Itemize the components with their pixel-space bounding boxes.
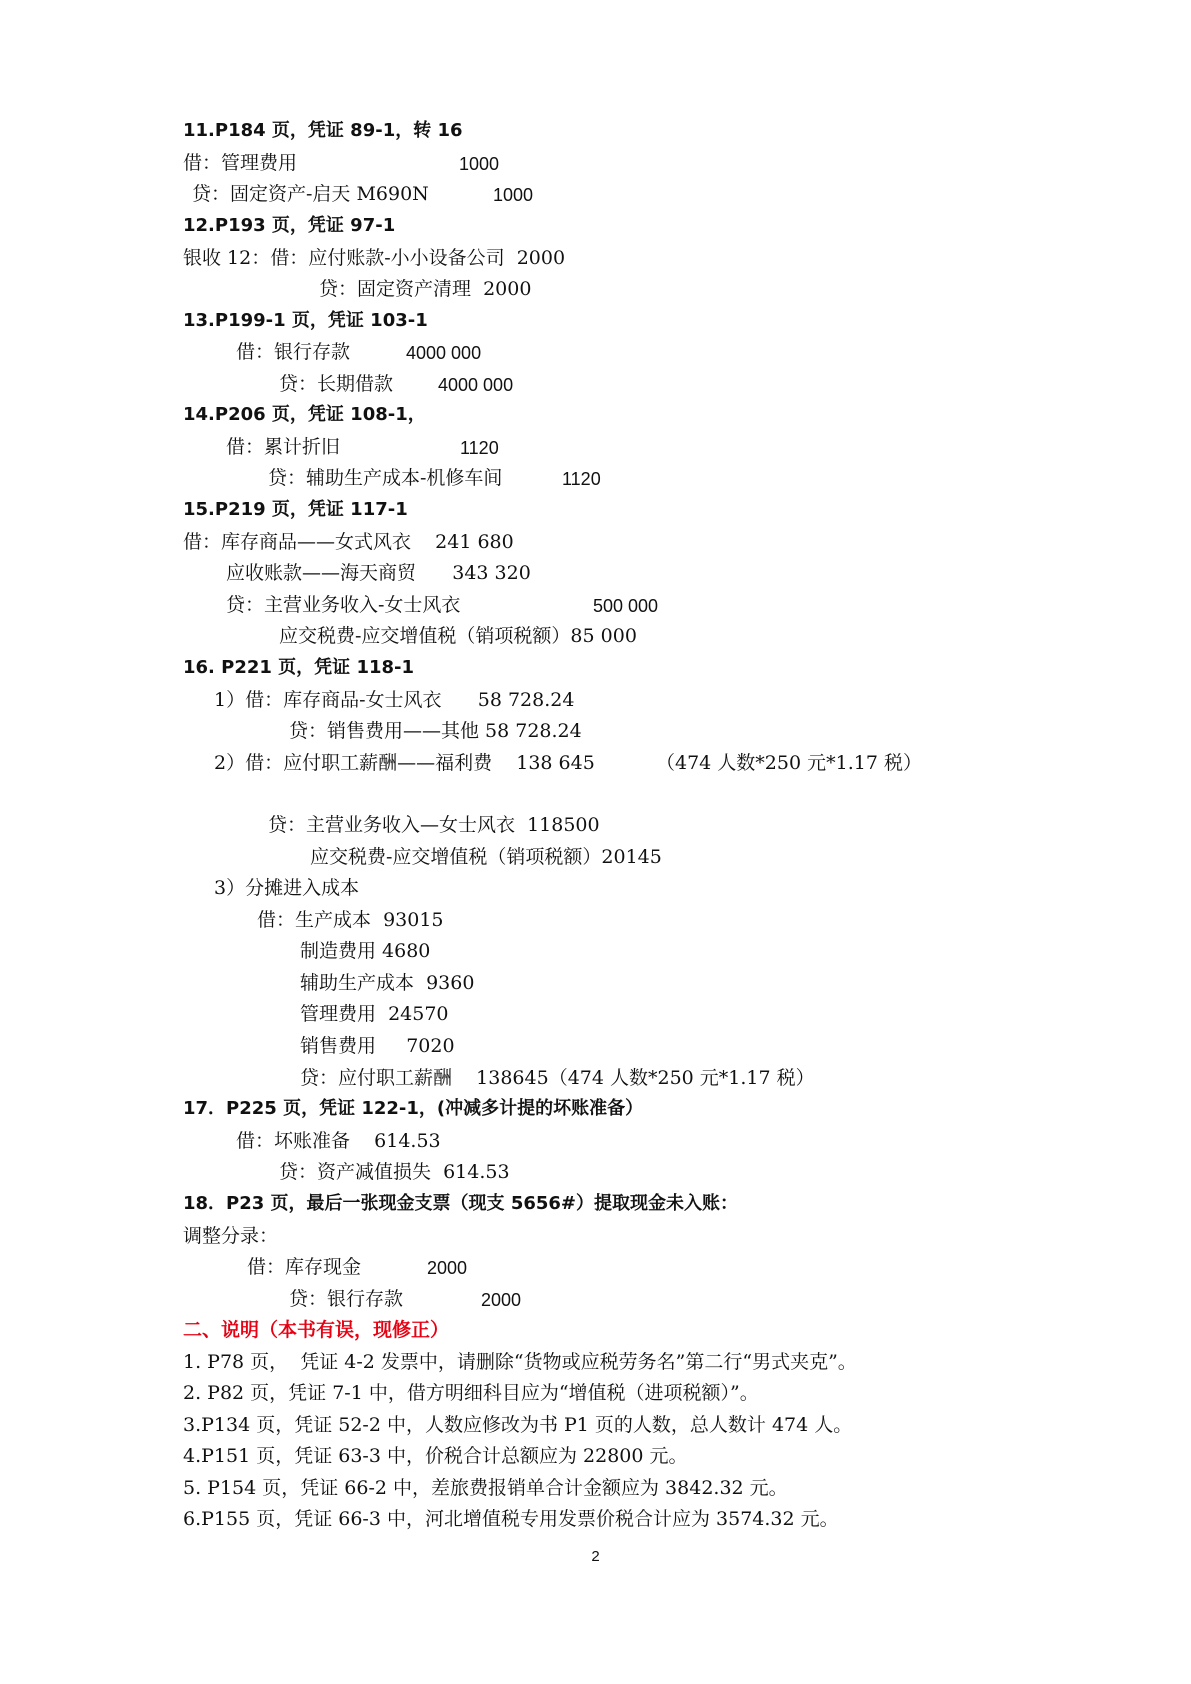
amount: 1120	[460, 438, 499, 458]
credit-line: 贷：辅助生产成本-机修车间	[268, 467, 503, 489]
credit-line: 贷：主营业务收入-女士风衣	[226, 594, 461, 616]
debit-line: 应收账款——海天商贸 343 320	[226, 562, 531, 584]
credit-line: 贷：长期借款	[279, 373, 394, 395]
debit-line: 销售费用 7020	[300, 1035, 455, 1057]
debit-line: 借：库存现金	[247, 1256, 362, 1278]
credit-line: 贷：资产减值损失 614.53	[279, 1161, 510, 1183]
page-number: 2	[591, 1548, 600, 1565]
credit-line: 贷：银行存款	[289, 1288, 404, 1310]
entry-heading-12: 12.P193 页，凭证 97-1	[183, 215, 396, 236]
debit-line: 1）借：库存商品-女士风衣 58 728.24	[214, 689, 575, 711]
credit-line: 应交税费-应交增值税（销项税额）20145	[310, 846, 662, 868]
amount: 1120	[562, 469, 601, 489]
amount: 4000 000	[406, 343, 482, 363]
amount: 2000	[427, 1258, 468, 1278]
debit-line: 借：坏账准备 614.53	[236, 1130, 441, 1152]
correction-item: 3.P134 页，凭证 52-2 中，人数应修改为书 P1 页的人数，总人数计 474 人。	[183, 1414, 853, 1436]
entry-heading-15: 15.P219 页，凭证 117-1	[183, 499, 408, 520]
credit-line: 贷：销售费用——其他 58 728.24	[289, 720, 582, 742]
correction-item: 4.P151 页，凭证 63-3 中，价税合计总额应为 22800 元。	[183, 1445, 688, 1467]
debit-line: 制造费用 4680	[300, 940, 431, 962]
entry-heading-16: 16. P221 页，凭证 118-1	[183, 657, 415, 678]
debit-line: 借：银行存款	[236, 341, 351, 363]
calculation-note: （474 人数*250 元*1.17 税）	[656, 752, 922, 774]
amount: 4000 000	[438, 375, 514, 395]
debit-line: 管理费用 24570	[300, 1003, 449, 1025]
entry-heading-11: 11.P184 页，凭证 89-1，转 16	[183, 120, 463, 141]
credit-line: 贷：应付职工薪酬 138645（474 人数*250 元*1.17 税）	[300, 1067, 815, 1089]
debit-line: 借：生产成本 93015	[257, 909, 444, 931]
debit-line: 银收 12：借：应付账款-小小设备公司 2000	[183, 247, 566, 269]
correction-item: 2. P82 页，凭证 7-1 中，借方明细科目应为“增值税（进项税额）”。	[183, 1382, 759, 1404]
entry-heading-13: 13.P199-1 页，凭证 103-1	[183, 310, 428, 331]
entry-heading-14: 14.P206 页，凭证 108-1，	[183, 404, 426, 425]
credit-line: 应交税费-应交增值税（销项税额）85 000	[279, 625, 637, 647]
entry-heading-17: 17．P225 页，凭证 122-1，(冲减多计提的坏账准备）	[183, 1098, 644, 1119]
credit-line: 贷：主营业务收入—女士风衣 118500	[268, 814, 600, 836]
debit-line: 借：管理费用	[183, 152, 298, 174]
amount: 500 000	[593, 596, 659, 616]
amount: 1000	[493, 185, 534, 205]
correction-item: 6.P155 页，凭证 66-3 中，河北增值税专用发票价税合计应为 3574.32 元。	[183, 1508, 839, 1530]
correction-item: 5. P154 页，凭证 66-2 中，差旅费报销单合计金额应为 3842.32 元。	[183, 1477, 788, 1499]
sub-heading: 3）分摊进入成本	[214, 877, 360, 899]
credit-line: 贷：固定资产清理 2000	[319, 278, 532, 300]
entry-heading-18: 18．P23 页，最后一张现金支票（现支 5656#）提取现金未入账：	[183, 1193, 739, 1214]
correction-item: 1. P78 页， 凭证 4-2 发票中，请删除“货物或应税劳务名”第二行“男式夹克”。	[183, 1351, 857, 1373]
credit-line: 贷：固定资产-启天 M690N	[192, 183, 429, 205]
debit-line: 辅助生产成本 9360	[300, 972, 475, 994]
debit-line: 借：累计折旧	[226, 436, 341, 458]
amount: 2000	[481, 1290, 522, 1310]
adjusting-entry-label: 调整分录：	[183, 1225, 279, 1247]
debit-line: 2）借：应付职工薪酬——福利费 138 645	[214, 752, 595, 774]
amount: 1000	[459, 154, 500, 174]
section-heading-corrections: 二、说明（本书有误，现修正）	[183, 1319, 450, 1341]
debit-line: 借：库存商品——女式风衣 241 680	[183, 531, 514, 553]
